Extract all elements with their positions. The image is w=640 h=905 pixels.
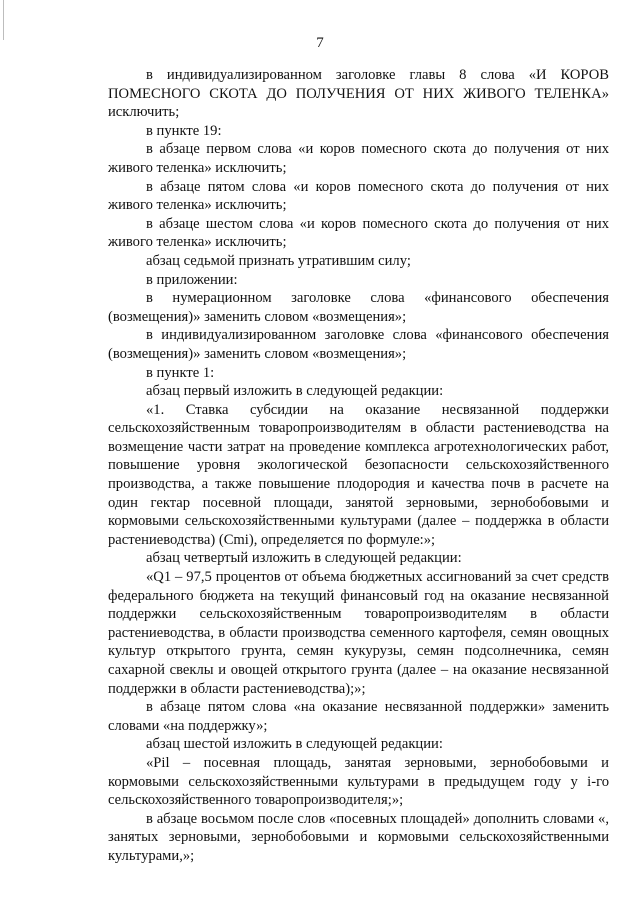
paragraph: в абзаце первом слова «и коров помесного скота до получения от них живого теленка» исключить; <box>108 141 609 176</box>
paragraph: абзац четвертый изложить в следующей редакции: <box>146 550 462 567</box>
paragraph: абзац первый изложить в следующей редакции: <box>146 383 444 400</box>
paragraph: в индивидуализированном заголовке главы 8 слова «И КОРОВ ПОМЕСНОГО СКОТА ДО ПОЛУЧЕНИЯ ОТ НИХ ЖИВОГО ТЕЛЕНКА» исключить; <box>108 67 609 121</box>
paragraph: в абзаце пятом слова «на оказание несвязанной поддержки» заменить словами «на поддержку»; <box>108 699 609 734</box>
paragraph: в пункте 1: <box>146 364 215 381</box>
paragraph: абзац седьмой признать утратившим силу; <box>146 252 411 269</box>
page-number: 7 <box>316 35 324 51</box>
paragraph: «Q1 – 97,5 процентов от объема бюджетных ассигнований за счет средств федерального бюджета на текущий финансовый год на оказание несвязанной поддержки сельскохозяйственным товаропроизводителям в области растениеводства, в области производства семенного картофеля, семян овощных культур открытого грунта, семян кукурузы, семян подсолнечника, семян сахарной свеклы и овощей открытого грунта (далее – на оказание несвязанной поддержки в области растениеводства);»; <box>108 569 609 697</box>
paragraph: «Pil – посевная площадь, занятая зерновыми, зернобобовыми и кормовыми сельскохозяйственными культурами в предыдущем году у i-го сельскохозяйственного товаропроизводителя;»; <box>108 754 609 809</box>
paragraph: в пункте 19: <box>146 122 222 139</box>
paragraph: абзац шестой изложить в следующей редакции: <box>146 736 443 753</box>
paragraph: в абзаце пятом слова «и коров помесного скота до получения от них живого теленка» исключить; <box>108 178 609 214</box>
paragraph: в абзаце шестом слова «и коров помесного скота до получения от них живого теленка» исключить; <box>108 215 609 251</box>
paragraph: в приложении: <box>146 271 238 288</box>
paragraph: «1. Ставка субсидии на оказание несвязанной поддержки сельскохозяйственным товаропроизводителям в области растениеводства на возмещение части затрат на проведение комплекса агротехнологических работ, повышение уровня экологической безопасности сельскохозяйственного производства, а также повышение плодородия и качества почв в расчете на один гектар посевной площади, занятой зерновыми, зернобобовыми и кормовыми сельскохозяйственными культурами (далее – поддержка в области растениеводства) (Cmi), определяется по формуле:»; <box>108 401 609 548</box>
document-body <box>108 66 609 866</box>
paragraph: в индивидуализированном заголовке слова «финансового обеспечения (возмещения)» заменить словом «возмещения»; <box>108 327 609 362</box>
paragraph: в нумерационном заголовке слова «финансового обеспечения (возмещения)» заменить словом «возмещения»; <box>108 290 609 325</box>
scan-edge-line <box>3 0 4 40</box>
paragraph: в абзаце восьмом после слов «посевных площадей» дополнить словами «, занятых зерновыми, зернобобовыми и кормовыми сельскохозяйственными культурами,»; <box>108 810 609 864</box>
